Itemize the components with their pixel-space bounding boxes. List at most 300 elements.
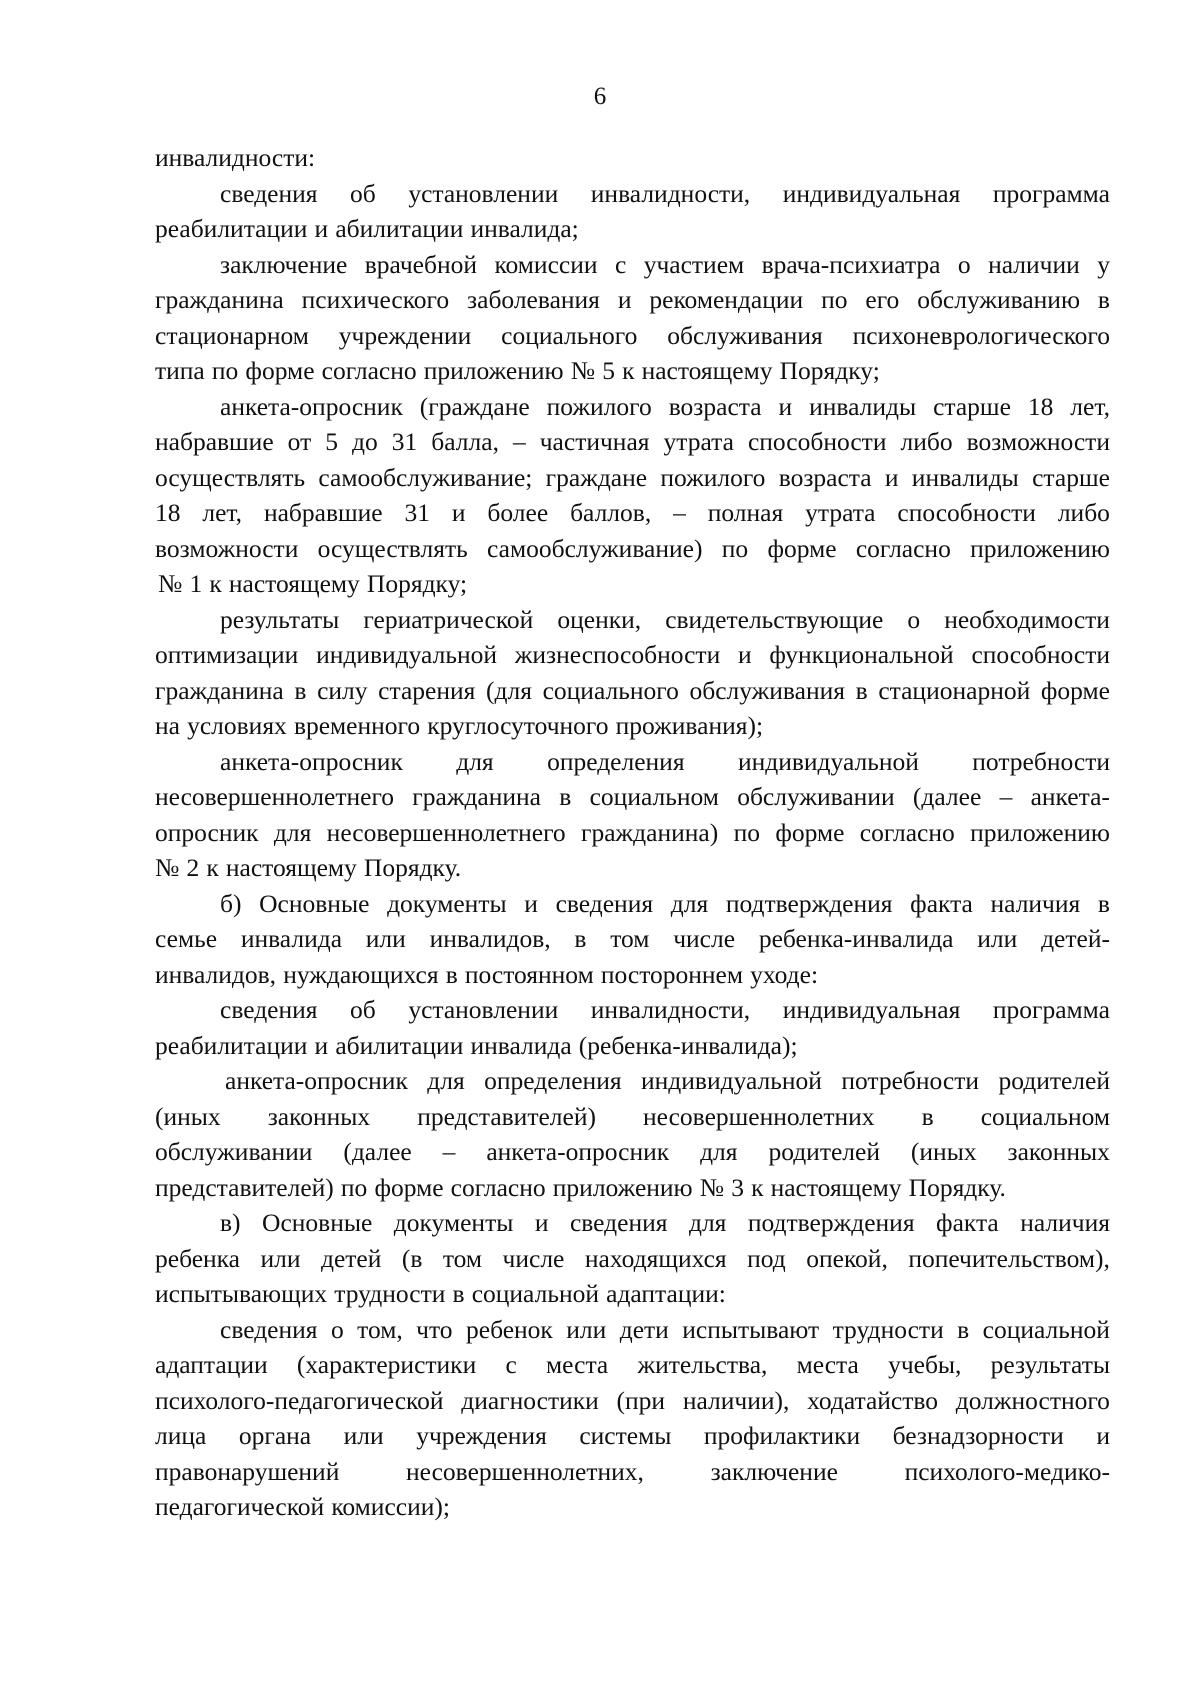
word: согласно [321, 356, 417, 385]
word: условиях [187, 711, 287, 740]
word: в [445, 959, 458, 989]
word: баллов, [570, 498, 652, 527]
word: свидетельствующие [665, 604, 884, 634]
word: к [206, 853, 219, 882]
word: стационарной [878, 675, 1031, 705]
word: под [747, 1243, 786, 1273]
word: утрата [663, 427, 734, 456]
text-line [155, 992, 1110, 1028]
word: гериатрической [363, 604, 534, 634]
word: Порядку; [366, 569, 468, 598]
word: инвалиды [809, 391, 917, 421]
word: о [330, 1314, 344, 1344]
word: социальном [589, 782, 719, 811]
word: инвалидности, [590, 178, 751, 208]
word: потребности [841, 1066, 980, 1095]
word: должностного [955, 1385, 1110, 1415]
word: пожилого [546, 391, 652, 421]
word: рекомендации [649, 285, 804, 314]
word: сведения [220, 1314, 318, 1344]
word: (иных [910, 1137, 977, 1166]
word: с [614, 249, 627, 279]
word: результаты [990, 1350, 1110, 1379]
word: № [699, 1172, 725, 1202]
word: том [610, 924, 650, 953]
word: наличия [1020, 1208, 1110, 1237]
word: б) [220, 888, 242, 918]
word: оптимизации [155, 640, 299, 669]
word: нуждающихся [283, 959, 439, 989]
word: № [570, 356, 596, 385]
word: инвалида [240, 924, 343, 953]
word: приложению [970, 533, 1110, 563]
word: инвалидов, [155, 959, 277, 989]
word: в [559, 782, 572, 811]
word: индивидуальная [782, 995, 961, 1024]
word: для [700, 1137, 738, 1166]
word: несовершеннолетнего [155, 782, 395, 811]
word: и [617, 285, 632, 314]
word: инвалиды [911, 462, 1019, 492]
text-line [155, 602, 1110, 638]
text-line [155, 531, 1110, 567]
word: анкета- [1030, 782, 1110, 811]
text-line [155, 815, 1110, 851]
word: наличия [990, 888, 1081, 918]
word: или [365, 924, 406, 953]
word: диагностики [461, 1385, 599, 1415]
word: потребности [972, 746, 1110, 776]
word: 31 [391, 427, 418, 456]
text-line [155, 1241, 1110, 1277]
text-line [155, 673, 1110, 709]
word: осуществлять [317, 533, 468, 563]
word: осуществлять [155, 462, 306, 492]
word: находящихся [584, 1243, 727, 1273]
word: постороннем [600, 959, 743, 989]
word: трудности [832, 1314, 944, 1344]
word: заключение [710, 1456, 838, 1486]
text-line [155, 1276, 1110, 1312]
word: возраста [668, 391, 762, 421]
word: анкета-опросник [486, 1137, 670, 1166]
word: в [294, 675, 307, 705]
word: дети [619, 1314, 669, 1344]
word: Порядку. [363, 853, 462, 882]
word: лица [155, 1421, 207, 1450]
word: анкета-опросник [225, 1066, 408, 1095]
text-line [155, 318, 1110, 354]
word: или [260, 1243, 301, 1273]
word: частичная [539, 427, 650, 456]
word: сведения [220, 995, 318, 1024]
word: законных [1007, 1137, 1110, 1166]
word: документы [393, 1208, 514, 1237]
word: для [456, 746, 494, 776]
text-line [155, 460, 1110, 496]
word: том, [357, 1314, 403, 1344]
word: гражданина) [581, 817, 719, 847]
word: граждане [545, 462, 648, 492]
word: к [209, 569, 222, 598]
word: и [534, 1208, 549, 1237]
text-line [155, 1134, 1110, 1170]
word: самообслуживание) [487, 533, 703, 563]
word: приложению [970, 817, 1110, 847]
word: и [884, 462, 899, 492]
word: или [566, 1314, 607, 1344]
word: социальной [982, 1314, 1110, 1344]
word: ребенка-инвалида [758, 924, 954, 953]
word: родителей [998, 1066, 1110, 1095]
word: факта [936, 1208, 999, 1237]
word: для [670, 888, 709, 918]
word: в [1097, 888, 1110, 918]
word: безнадзорности [892, 1421, 1064, 1450]
word: о [957, 249, 971, 279]
word: форме [767, 533, 837, 563]
word: способности [747, 427, 887, 456]
word: (иных [155, 1101, 221, 1131]
word: балла, [431, 427, 499, 456]
word: утрата [805, 498, 876, 527]
word: более [487, 498, 549, 527]
document-body [155, 140, 1110, 1525]
word: согласно [855, 533, 951, 563]
word: комиссии [494, 249, 598, 279]
word: обслуживании [155, 1137, 313, 1166]
word: социального [542, 675, 679, 705]
word: системы [579, 1421, 672, 1450]
text-line [155, 1312, 1110, 1348]
text-line [155, 744, 1110, 780]
word: для [273, 817, 312, 847]
word: ребенка [155, 1243, 240, 1273]
word: 5 [602, 356, 615, 385]
page-number: 6 [593, 83, 607, 110]
text-line [155, 957, 1110, 993]
word: индивидуальной [737, 746, 919, 776]
word: результаты [220, 604, 340, 634]
word: и [314, 1030, 329, 1060]
word: попечительством), [908, 1243, 1110, 1273]
text-line [155, 1347, 1110, 1383]
word: (в [401, 1243, 423, 1273]
word: № [158, 569, 183, 598]
word: проживания); [615, 711, 764, 740]
word: либо [1057, 498, 1110, 527]
word: трудности [334, 1279, 446, 1308]
word: обслуживания [689, 675, 845, 705]
word: факта [910, 888, 973, 918]
word: Порядку. [908, 1172, 1006, 1202]
word: профилактики [703, 1421, 861, 1450]
word: и [737, 640, 752, 669]
word: участием [643, 249, 745, 279]
word: о [907, 604, 921, 634]
word: (для [486, 675, 532, 705]
word: гражданина [155, 675, 284, 705]
word: социального [501, 320, 638, 350]
word: и [314, 214, 329, 243]
word: испытывают [682, 1314, 820, 1344]
word: лет, [1070, 391, 1110, 421]
word: несовершеннолетних [643, 1101, 875, 1131]
word: согласно [859, 817, 955, 847]
word: инвалида; [470, 214, 579, 243]
word: психолого-педагогической [155, 1385, 444, 1415]
word: реабилитации [155, 214, 308, 243]
text-line [155, 424, 1110, 460]
text-line [155, 353, 1110, 389]
word: у [1097, 249, 1110, 279]
word: инвалидов, [429, 924, 551, 953]
word: педагогической [155, 1492, 325, 1521]
word: старения [378, 675, 476, 705]
text-line [155, 708, 1110, 744]
word: несовершеннолетнего [326, 817, 566, 847]
word: и [778, 391, 793, 421]
text-line [155, 1205, 1110, 1241]
word: по [721, 533, 749, 563]
word: в) [220, 1208, 241, 1237]
word: по [821, 285, 848, 314]
word: врачебной [364, 249, 478, 279]
word: и [524, 888, 538, 918]
word: детей [320, 1243, 382, 1273]
word: полная [707, 498, 784, 527]
word: 31 [404, 498, 430, 527]
word: обслуживанию [917, 285, 1080, 314]
word: числе [502, 1243, 565, 1273]
word: Порядку; [779, 356, 880, 385]
text-line [155, 282, 1110, 318]
word: стационарном [155, 320, 309, 350]
word: Основные [262, 1208, 373, 1237]
word: приложению [423, 356, 564, 385]
word: постоянном [464, 959, 594, 989]
word: документы [387, 888, 507, 918]
word: жизнеспособности [514, 640, 721, 669]
word: пожилого [660, 462, 766, 492]
text-line [155, 247, 1110, 283]
word: – [512, 427, 526, 456]
word: в [1097, 285, 1110, 314]
word: возможности [966, 427, 1110, 456]
word: учреждении [338, 320, 472, 350]
word: испытывающих [155, 1279, 328, 1308]
word: адаптации: [606, 1279, 726, 1308]
word: для [427, 1066, 465, 1095]
word: ребенок [466, 1314, 553, 1344]
text-line [155, 779, 1110, 815]
word: анкета-опросник [220, 391, 403, 421]
word: возраста [778, 462, 872, 492]
word: абилитации [335, 214, 464, 243]
word: семье [155, 924, 218, 953]
word: старше [933, 391, 1011, 421]
word: заключение [220, 249, 348, 279]
text-line [155, 1063, 1110, 1099]
word: индивидуальной [641, 1066, 822, 1095]
word: 3 [731, 1172, 744, 1202]
word: психического [301, 285, 450, 314]
word: сведения [555, 888, 654, 918]
word: врача-психиатра [761, 249, 941, 279]
word: набравшие [155, 427, 274, 456]
word: силу [317, 675, 368, 705]
text-line [155, 495, 1110, 531]
word: программа [992, 178, 1110, 208]
word: на [155, 711, 180, 740]
text-line [155, 1383, 1110, 1419]
word: или [977, 924, 1018, 953]
word: способности [897, 498, 1036, 527]
text-line [155, 886, 1110, 922]
text-line [155, 1028, 1110, 1064]
word: приложению [552, 1172, 693, 1202]
text-line [155, 637, 1110, 673]
word: форме [775, 817, 845, 847]
word: старше [1032, 462, 1110, 492]
word: места [796, 1350, 859, 1379]
word: об [350, 178, 376, 208]
word: обслуживании [737, 782, 895, 811]
word: типа [155, 356, 205, 385]
word: гражданина [155, 285, 284, 314]
word: в [957, 1314, 970, 1344]
word: учебы, [888, 1350, 962, 1379]
text-line [155, 566, 1110, 602]
word: по [340, 1172, 368, 1202]
word: согласно [450, 1172, 546, 1202]
word: Основные [259, 888, 370, 918]
word: настоящему [228, 569, 360, 598]
word: круглосуточного [427, 711, 609, 740]
word: оценки, [557, 604, 642, 634]
word: опекой, [806, 1243, 888, 1273]
word: психолого-медико- [904, 1456, 1110, 1486]
word: способности [971, 640, 1110, 669]
text-line [155, 176, 1110, 212]
word: форме [1040, 675, 1110, 705]
word: психоневрологического [852, 320, 1110, 350]
word: наличии [988, 249, 1080, 279]
text-line [155, 1170, 1110, 1206]
text-line [155, 1454, 1110, 1490]
word: по [733, 817, 760, 847]
word: (далее [343, 1137, 412, 1166]
word: набравшие [263, 498, 383, 527]
word: в [452, 1279, 465, 1308]
word: сведения [569, 1208, 668, 1237]
word: гражданина [412, 782, 541, 811]
word: 5 [325, 427, 338, 456]
word: настоящему [641, 356, 773, 385]
word: анкета-опросник [220, 746, 403, 776]
word: для [688, 1208, 727, 1237]
word: числе [673, 924, 736, 953]
word: и [451, 498, 466, 527]
word: социальном [980, 1101, 1110, 1131]
word: установлении [408, 178, 559, 208]
word: возможности [155, 533, 299, 563]
word: индивидуальная [782, 178, 961, 208]
word: до [352, 427, 378, 456]
word: подтверждения [747, 1208, 915, 1237]
word: от [287, 427, 312, 456]
word: с [505, 1350, 517, 1379]
word: самообслуживание; [318, 462, 533, 492]
word: – [442, 1137, 456, 1166]
word: временного [293, 711, 421, 740]
word: заболевания [467, 285, 600, 314]
word: несовершеннолетних, [406, 1456, 644, 1486]
word: инвалида [470, 1030, 572, 1060]
text-line [155, 1418, 1110, 1454]
word: по [211, 356, 239, 385]
word: индивидуальной [316, 640, 497, 669]
text-line [155, 389, 1110, 425]
word: ходатайство [807, 1385, 939, 1415]
word: – [999, 782, 1013, 811]
word: 2 [186, 853, 200, 882]
word: сведения [220, 178, 318, 208]
word: программа [992, 995, 1110, 1024]
word: в [921, 1101, 934, 1131]
word: – [673, 498, 686, 527]
word: или [343, 1421, 384, 1450]
word: № [155, 853, 180, 882]
word: лет, [202, 498, 243, 527]
word: к [751, 1172, 764, 1202]
text-line [155, 1489, 1110, 1525]
word: инвалидности: [155, 143, 316, 172]
word: либо [900, 427, 953, 456]
word: его [865, 285, 900, 314]
word: форме [374, 1172, 444, 1202]
text-line [155, 850, 1110, 886]
text-line [155, 921, 1110, 957]
word: необходимости [944, 604, 1110, 634]
word: абилитации [335, 1030, 464, 1060]
word: подтверждения [725, 888, 893, 918]
word: и [1096, 1421, 1110, 1450]
word: определения [547, 746, 685, 776]
word: к [622, 356, 635, 385]
word: учреждения [416, 1421, 547, 1450]
word: 18 [1027, 391, 1054, 421]
word: уходе: [750, 959, 819, 989]
word: установлении [408, 995, 559, 1024]
word: реабилитации [155, 1030, 308, 1060]
word: правонарушений [155, 1456, 340, 1486]
word: (характеристики [296, 1350, 477, 1379]
word: настоящему [770, 1172, 902, 1202]
word: форме [245, 356, 315, 385]
word: обслуживания [667, 320, 823, 350]
word: представителей) [155, 1172, 334, 1202]
word: определения [484, 1066, 622, 1095]
word: в [574, 924, 587, 953]
word: опросник [155, 817, 259, 847]
text-line [155, 140, 1110, 176]
word: комиссии); [331, 1492, 450, 1521]
word: социальной [471, 1279, 599, 1308]
word: органа [238, 1421, 312, 1450]
word: 1 [189, 569, 203, 598]
word: том [442, 1243, 483, 1273]
